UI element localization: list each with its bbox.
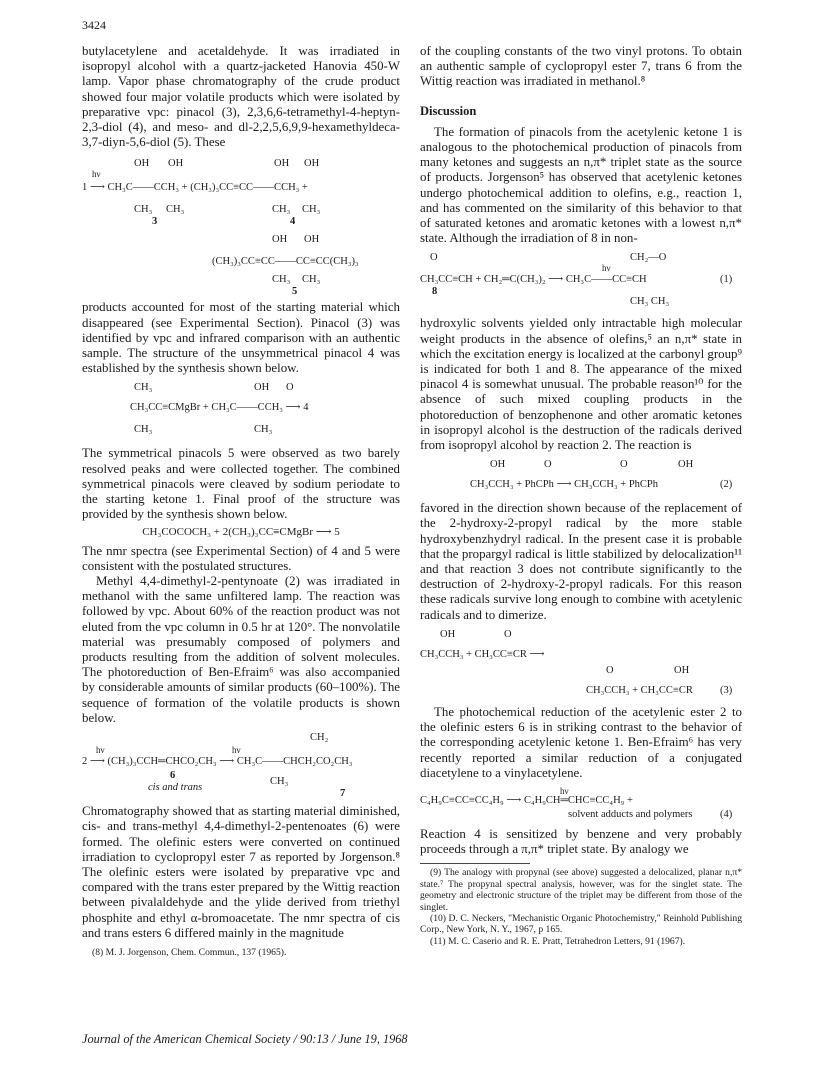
reaction-1-scheme xyxy=(420,250,742,312)
ch2o-label: CH₂—O xyxy=(630,252,667,264)
ester-photolysis-scheme xyxy=(82,730,400,800)
hv-label: hν xyxy=(560,785,569,796)
pinacol-products-scheme xyxy=(82,154,400,296)
compound-number: 5 xyxy=(292,286,298,298)
oh-label: OH xyxy=(168,158,184,170)
ch3-label: CH₃ xyxy=(272,274,291,286)
carbonyl-o-label: O xyxy=(606,664,614,676)
reaction-line: CH₃CC≡CH + CH₂═C(CH₃)₂ ⟶ CH₃C——CC≡CH xyxy=(420,274,647,286)
right-paragraph-2: The formation of pinacols from the acetylenic ketone 1 is analogous to the photochemical production of pinacols from many ketones and suggests an n,π* triplet state as the source of products. Jorgenson⁵ has observed that acetylenic ketones undergo photochemical addition to olefins, e.g., reaction 1, and has commented on the similarity of this behavior to that of saturated ketones and aromatic ketones with a lowest n,π* state. Although the irradiation of 8 in non- xyxy=(420,124,742,246)
left-paragraph-6: Chromatography showed that as starting material diminished, cis- and trans-methyl 4,4-dimethyl-2-pentenoates (6) were formed. The olefinic esters were converted on continued irradiation to cyclopropyl ester 7 as reported by Jorgenson.⁸ The olefinic esters were isolated by preparative vpc and compared with the trans ester prepared by the Wittig reaction between pivalaldehyde and the ylide derived from triethyl phosphite and ethyl α-bromoacetate. The nmr spectra of cis and trans esters 6 differed mainly in the magnitude xyxy=(82,804,400,940)
hv-label: hν xyxy=(96,745,105,756)
footnote-9: (9) The analogy with propynal (see above) suggested a delocalized, planar n,π* state.⁷ The propynal spectral analysis, however, was for the singlet state. The geometry and electronic structure of the triplet may be different from those of the singlet. xyxy=(420,867,742,913)
equation-number: (2) xyxy=(720,479,733,491)
oh-label: OH xyxy=(254,382,270,394)
oh-label: OH xyxy=(674,664,690,676)
hv-label: hν xyxy=(232,745,241,756)
right-paragraph-4: favored in the direction shown because of the replacement of the 2-hydroxy-2-propyl radical by the more stable hydroxybenzhydryl radical. In the present case it is probable that the propargyl radical is little stabilized by delocalization¹¹ and that reaction 3 does not contribute significantly to the destruction of 2-hydroxy-2-propyl radicals. For this reason these radicals survive long enough to combine with acetylenic radicals and to dimerize. xyxy=(420,501,742,622)
oh-label: OH xyxy=(304,158,320,170)
reaction-line: (CH₃)₃CC≡CC——CC≡CC(CH₃)₃ xyxy=(212,256,359,268)
carbonyl-o-label: O xyxy=(544,459,552,471)
right-paragraph-1: of the coupling constants of the two vinyl protons. To obtain an authentic sample of cyclopropyl ester 7, trans 6 from the Wittig reaction was irradiated in methanol.⁸ xyxy=(420,44,742,89)
footnote-divider xyxy=(420,863,530,864)
reaction-line: 2 ⟶ (CH₃)₃CCH═CHCO₂CH₃ ⟶ CH₃C——CHCH₂CO₂CH₃ xyxy=(82,756,353,768)
reaction-line: CH₃CCH₃ + CH₃CC≡CR ⟶ xyxy=(420,648,545,660)
cis-trans-label: cis and trans xyxy=(148,782,203,794)
journal-footer: Journal of the American Chemical Society / 90:13 / June 19, 1968 xyxy=(82,1032,408,1046)
reaction-line: CH₃CCH₃ + CH₃CC≡CR xyxy=(586,684,693,696)
reaction-line: 1 ⟶ CH₃C——CCH₃ + (CH₃)₃CC≡CC——CCH₃ + xyxy=(82,182,308,194)
reaction-line: C₄H₉C≡CC≡CC₄H₉ ⟶ C₄H₉CH═CHC≡CC₄H₉ + xyxy=(420,794,633,806)
page-number: 3424 xyxy=(82,18,106,32)
pinacol-5-synthesis-equation: CH₃COCOCH₃ + 2(CH₃)₃CC≡CMgBr ⟶ 5 xyxy=(142,526,340,539)
compound-number: 4 xyxy=(290,216,296,228)
footnote-8: (8) M. J. Jorgenson, Chem. Commun., 137 (1965). xyxy=(92,946,287,958)
ch2-label: CH₂ xyxy=(310,732,329,744)
oh-label: OH xyxy=(272,234,288,246)
carbonyl-o-label: O xyxy=(430,252,438,264)
oh-label: OH xyxy=(678,459,694,471)
hv-label: hν xyxy=(602,263,611,274)
ch3-label: CH₃ xyxy=(272,204,291,216)
left-paragraph-2: products accounted for most of the starting material which disappeared (see Experimental Section). Pinacol (3) was identified by vpc and infrared comparison with an authentic sample. The structure of the unsymmetrical pinacol 4 was established by the synthesis shown below. xyxy=(82,300,400,376)
compound-number: 6 xyxy=(170,770,176,782)
footnote-11: (11) M. C. Caserio and R. E. Pratt, Tetrahedron Letters, 91 (1967). xyxy=(430,935,686,947)
reaction-line: CH₃CCH₃ + PhCPh ⟶ CH₃CCH₃ + PhCPh xyxy=(470,479,659,491)
right-paragraph-6: Reaction 4 is sensitized by benzene and very probably proceeds through a π,π* triplet state. By analogy we xyxy=(420,826,742,857)
ch3-label: CH₃ xyxy=(134,424,153,436)
reaction-line: CH₃CC≡CMgBr + CH₃C——CCH₃ ⟶ 4 xyxy=(130,402,309,414)
right-paragraph-5: The photochemical reduction of the acetylenic ester 2 to the olefinic esters 6 is in striking contrast to the behavior of the corresponding acetylenic ketone 1. Ben-Efraim⁶ has very recently reported a similar reduction of a conjugated diacetylene to a vinylacetylene. xyxy=(420,704,742,780)
compound-number: 7 xyxy=(340,788,346,800)
equation-number: (1) xyxy=(720,274,733,286)
ch3-pair-label: CH₃ CH₃ xyxy=(630,296,670,308)
ch3-label: CH₃ xyxy=(254,424,273,436)
footnote-10: (10) D. C. Neckers, "Mechanistic Organic Photochemistry," Reinhold Publishing Corp., New York, N. Y., 1967, p 165. xyxy=(420,912,742,936)
ch3-label: CH₃ xyxy=(302,274,321,286)
ch3-label: CH₃ xyxy=(302,204,321,216)
oh-label: OH xyxy=(134,158,150,170)
left-paragraph-1: butylacetylene and acetaldehyde. It was irradiated in isopropyl alcohol with a quartz-jacketed Hanovia 450-W lamp. Vapor phase chromatography of the crude product showed four major volatile products which were isolated by preparative vpc: pinacol (3), 2,3,6,6-tetramethyl-4-heptyn-2,3-diol (4), and meso- and dl-2,2,5,6,9,9-hexamethyldeca-3,7-diyn-5,6-diol (5). These xyxy=(82,44,400,150)
ch3-label: CH₃ xyxy=(134,204,153,216)
ch3-label: CH₃ xyxy=(134,382,153,394)
left-paragraph-3: The symmetrical pinacols 5 were observed as two barely resolved peaks and were collected together. The combined symmetrical pinacols were cleaved by sodium periodate to the starting ketone 1. Final proof of the structure was provided by the synthesis shown below. xyxy=(82,446,400,522)
right-paragraph-3: hydroxylic solvents yielded only intractable high molecular weight products in the absence of olefins,⁵ an n,π* state in which the excitation energy is localized at the carbonyl group⁹ is indicated for both 1 and 8. The appearance of the mixed pinacol 4 is somewhat unusual. The probable reason¹⁰ for the absence of such mixed coupling products in the photoreduction of benzophenone and other aromatic ketones in isopropyl alcohol is the destruction of the radicals derived from isopropyl alcohol by reaction 2. The reaction is xyxy=(420,316,742,453)
left-paragraph-4: The nmr spectra (see Experimental Section) of 4 and 5 were consistent with the postulated structures. xyxy=(82,543,400,573)
reaction-3-scheme xyxy=(420,627,742,701)
hv-label: hν xyxy=(92,169,101,180)
reaction-4-scheme xyxy=(420,785,742,823)
left-paragraph-5: Methyl 4,4-dimethyl-2-pentynoate (2) was irradiated in methanol with the same unfiltered lamp. The reaction was followed by vpc. About 60% of the reaction product was not eluted from the vpc column in 0.5 hr at 120°. The nonvolatile material was presumably composed of polymers and products resulting from the addition of solvent molecules. The photoreduction of Ben-Efraim⁶ was also accompanied by considerable amounts of similar products (60–100%). The sequence of formation of the volatile products is shown below. xyxy=(82,574,400,725)
carbonyl-o-label: O xyxy=(286,382,294,394)
pinacol-4-synthesis-scheme xyxy=(82,380,400,442)
right-column xyxy=(420,44,742,947)
equation-number: (3) xyxy=(720,684,733,696)
ch3-label: CH₃ xyxy=(270,776,289,788)
equation-number: (4) xyxy=(720,808,733,820)
compound-number: 8 xyxy=(432,286,438,298)
compound-number: 3 xyxy=(152,216,158,228)
oh-label: OH xyxy=(490,459,506,471)
reaction-2-scheme xyxy=(420,457,742,497)
left-column xyxy=(82,44,400,958)
carbonyl-o-label: O xyxy=(504,628,512,640)
oh-label: OH xyxy=(304,234,320,246)
reaction-line: solvent adducts and polymers xyxy=(568,808,693,820)
oh-label: OH xyxy=(440,628,456,640)
carbonyl-o-label: O xyxy=(620,459,628,471)
section-heading-discussion: Discussion xyxy=(420,103,477,118)
oh-label: OH xyxy=(274,158,290,170)
ch3-label: CH₃ xyxy=(166,204,185,216)
